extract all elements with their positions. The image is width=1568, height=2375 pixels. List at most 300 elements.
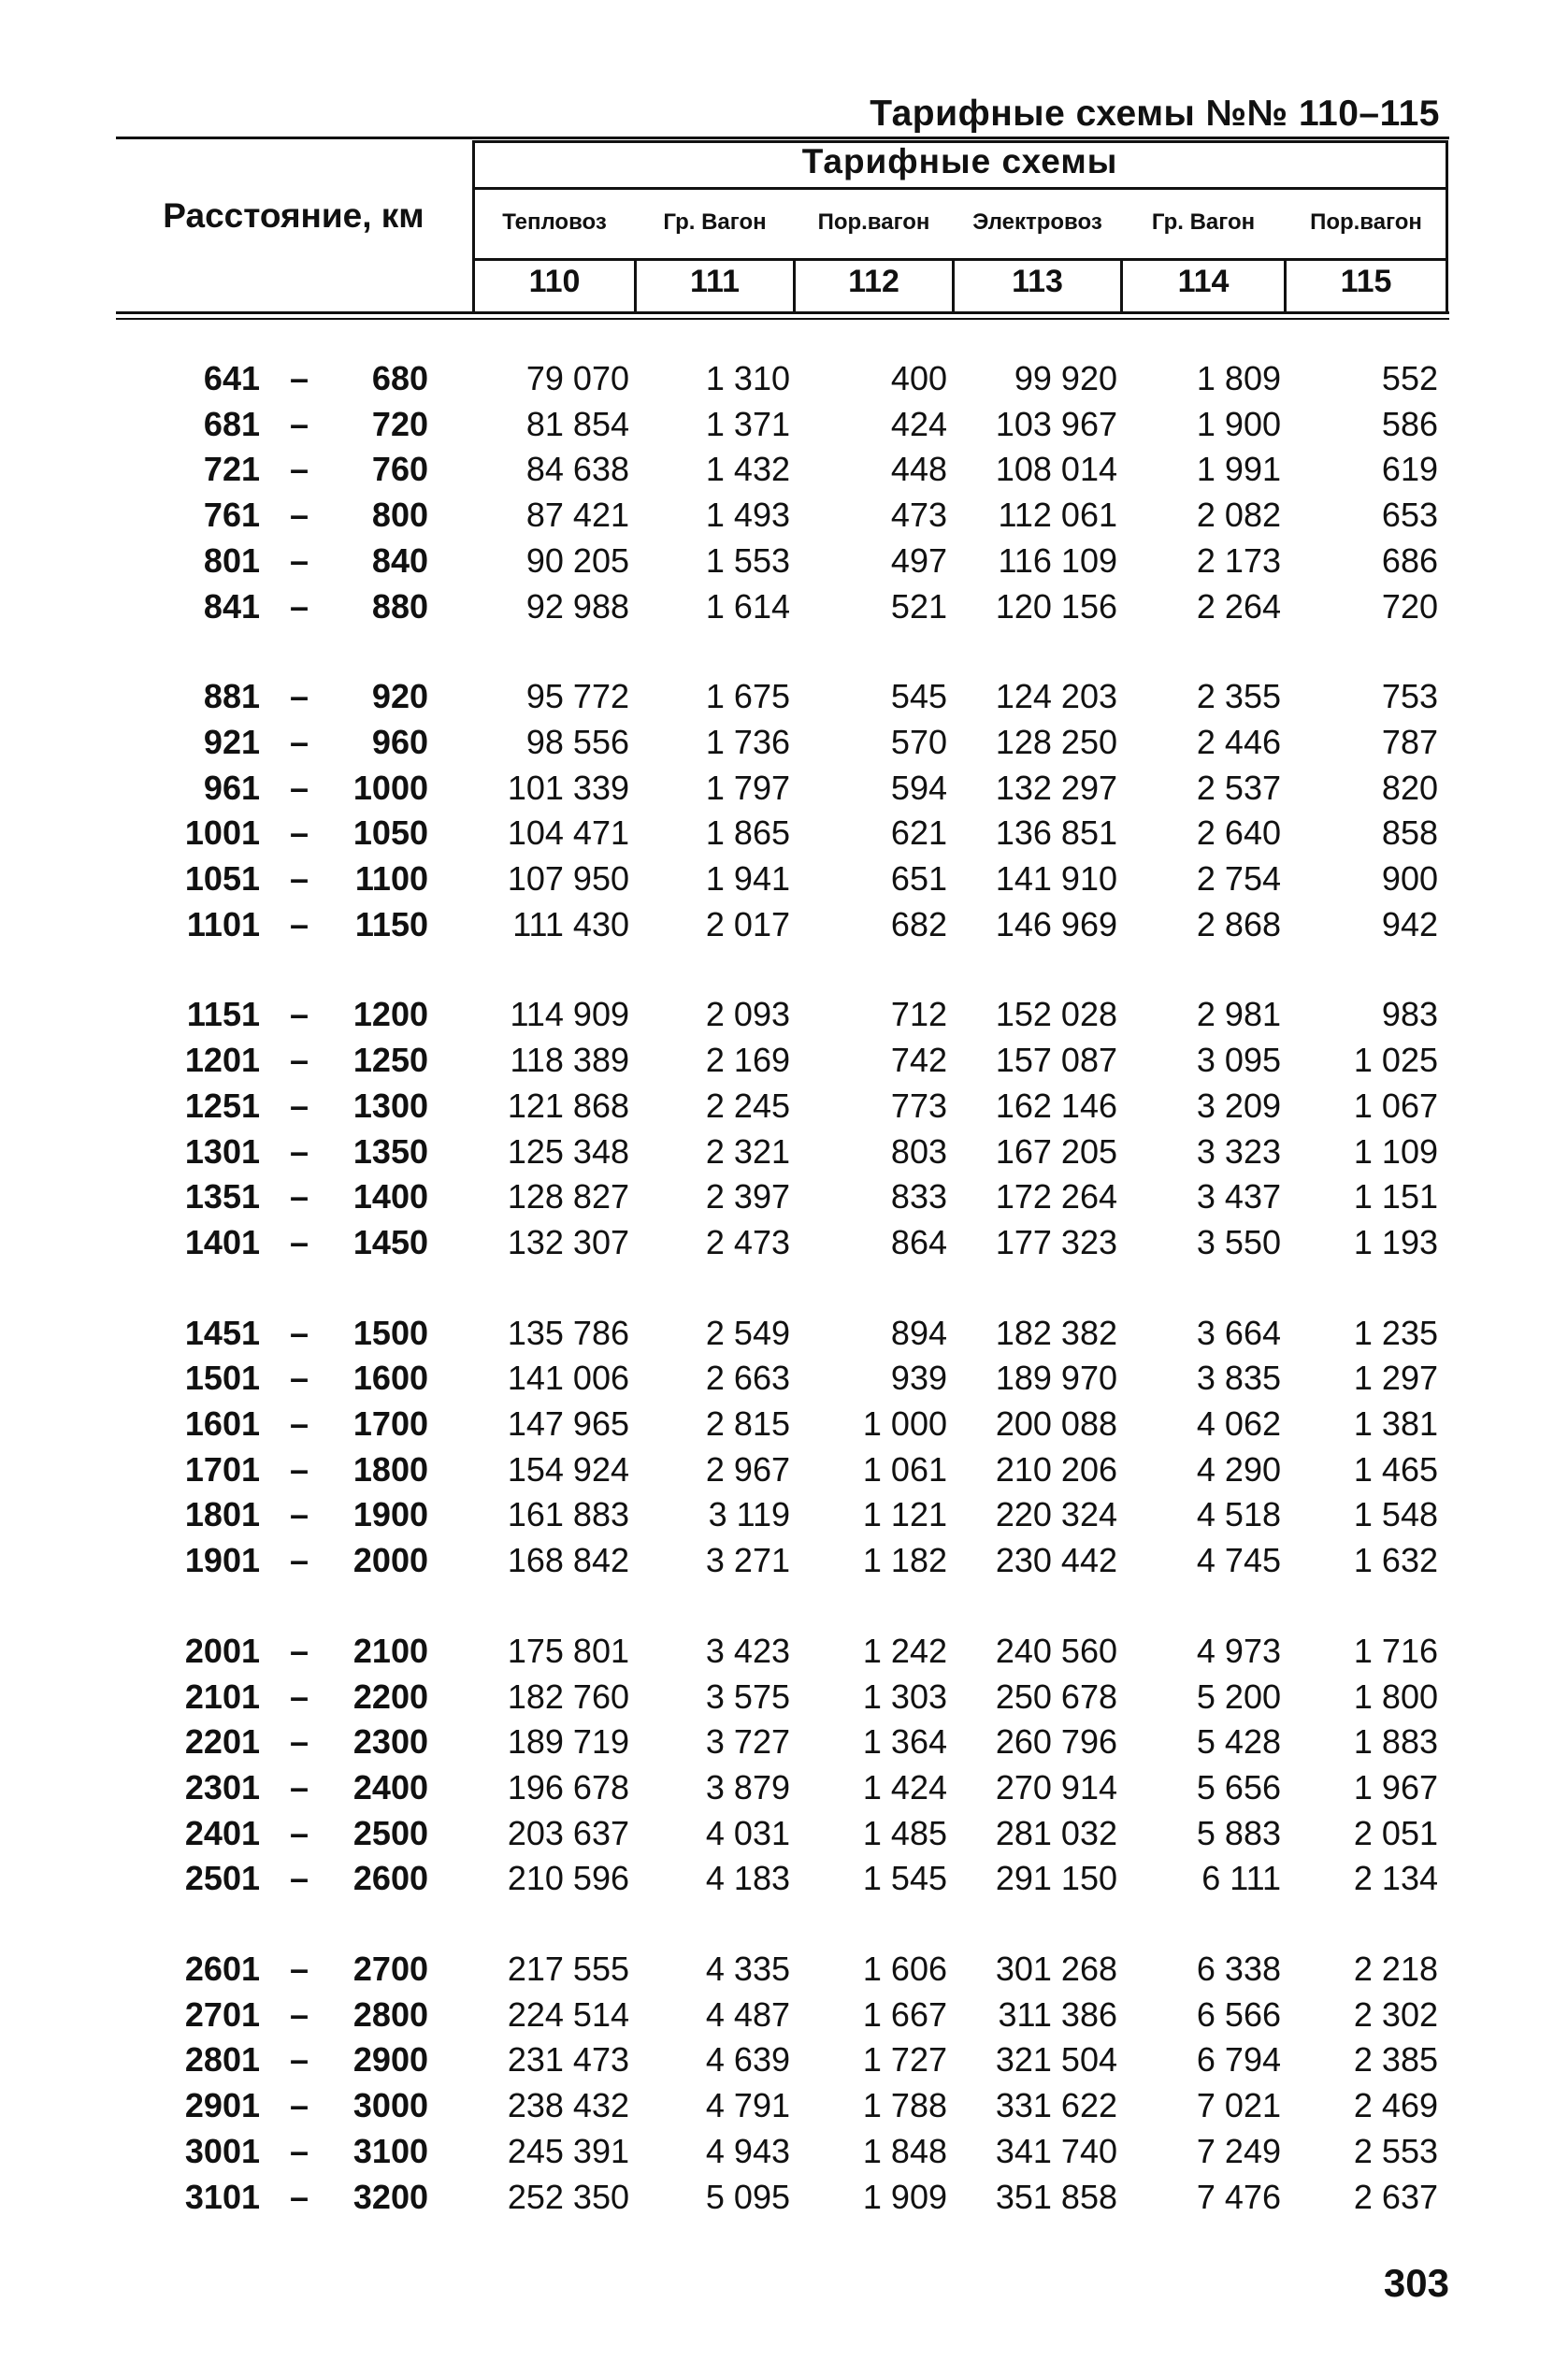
tariff-value-113: 162 146 [995,1086,1117,1125]
table-row [0,2083,1568,2128]
distance-to: 840 [371,540,428,580]
tariff-schemes-group-header: Тарифные схемы [801,142,1118,180]
distance-to: 880 [371,586,428,626]
tariff-value-114: 3 209 [1196,1086,1281,1125]
table-row [0,1447,1568,1492]
tariff-value-112: 651 [890,859,947,898]
distance-to: 2400 [352,1767,428,1806]
tariff-value-112: 545 [890,677,947,716]
tariff-value-111: 2 017 [705,904,790,943]
tariff-value-115: 2 469 [1353,2086,1438,2125]
range-dash: – [289,2086,309,2125]
tariff-value-114: 2 537 [1196,768,1281,807]
tariff-value-113: 124 203 [995,677,1117,716]
tariff-value-115: 2 385 [1353,2040,1438,2080]
table-row [0,1311,1568,1356]
tariff-value-113: 172 264 [995,1177,1117,1216]
range-dash: – [289,1631,309,1670]
tariff-value-110: 189 719 [507,1722,629,1762]
tariff-value-110: 135 786 [507,1313,629,1352]
tariff-value-110: 84 638 [525,450,629,489]
tariff-value-111: 2 093 [705,995,790,1034]
tariff-value-110: 81 854 [525,404,629,443]
tariff-value-114: 1 809 [1196,359,1281,397]
distance-to: 3000 [352,2086,428,2125]
tariff-value-112: 473 [890,496,947,535]
tariff-value-110: 118 389 [510,1041,629,1080]
table-row [0,1402,1568,1447]
tariff-value-112: 521 [890,586,947,626]
tariff-value-110: 231 473 [507,2040,629,2080]
tariff-value-113: 167 205 [995,1131,1117,1171]
tariff-value-110: 182 760 [507,1677,629,1716]
tariff-value-111: 4 639 [705,2040,790,2080]
tariff-value-112: 773 [890,1086,947,1125]
tariff-value-114: 3 323 [1196,1131,1281,1171]
tariff-value-111: 3 423 [705,1631,790,1670]
table-row [0,1538,1568,1583]
table-row [0,1765,1568,1810]
table-row [0,402,1568,447]
tariff-value-110: 141 006 [507,1359,629,1398]
top-rule [116,137,1449,139]
tariff-value-112: 1 364 [862,1722,947,1762]
tariff-value-110: 210 596 [507,1859,629,1898]
tariff-value-114: 5 200 [1196,1677,1281,1716]
tariff-value-112: 1 909 [862,2177,947,2216]
distance-to: 1600 [352,1359,428,1398]
header-group-divider [472,187,1448,190]
distance-to: 1900 [352,1495,428,1534]
distance-to: 920 [371,677,428,716]
tariff-value-115: 552 [1381,359,1438,397]
distance-from: 1251 [184,1086,260,1125]
table-row [0,539,1568,583]
distance-from: 681 [203,404,260,443]
tariff-value-113: 341 740 [995,2131,1117,2170]
tariff-value-111: 5 095 [705,2177,790,2216]
table-row [0,2037,1568,2082]
distance-to: 800 [371,496,428,535]
distance-to: 2900 [352,2040,428,2080]
tariff-value-115: 2 134 [1353,1859,1438,1898]
tariff-value-112: 594 [890,768,947,807]
tariff-value-110: 252 350 [507,2177,629,2216]
table-row [0,584,1568,629]
tariff-value-112: 682 [890,904,947,943]
tariff-value-115: 900 [1381,859,1438,898]
tariff-value-112: 1 727 [862,2040,947,2080]
range-dash: – [289,1541,309,1580]
tariff-value-110: 87 421 [525,496,629,535]
table-row [0,1993,1568,2037]
tariff-value-115: 619 [1381,450,1438,489]
tariff-value-111: 2 169 [705,1041,790,1080]
tariff-value-110: 107 950 [507,859,629,898]
distance-to: 960 [371,722,428,761]
tariff-value-112: 833 [890,1177,947,1216]
distance-from: 1401 [184,1222,260,1261]
range-dash: – [289,359,309,397]
range-dash: – [289,722,309,761]
tariff-value-112: 1 606 [862,1950,947,1988]
tariff-value-115: 2 302 [1353,1994,1438,2034]
tariff-value-112: 1 788 [862,2086,947,2125]
table-row [0,1629,1568,1674]
tariff-value-115: 942 [1381,904,1438,943]
distance-to: 1300 [352,1086,428,1125]
tariff-value-111: 3 727 [705,1722,790,1762]
distance-to: 2300 [352,1722,428,1762]
tariff-value-114: 7 021 [1196,2086,1281,2125]
tariff-value-114: 2 981 [1196,995,1281,1034]
tariff-value-113: 116 109 [998,540,1117,580]
tariff-value-113: 301 268 [995,1950,1117,1988]
tariff-value-110: 90 205 [525,540,629,580]
distance-to: 1700 [352,1404,428,1443]
distance-to: 1500 [352,1313,428,1352]
tariff-value-110: 147 965 [507,1404,629,1443]
tariff-value-114: 7 249 [1196,2131,1281,2170]
range-dash: – [289,1722,309,1762]
tariff-value-110: 92 988 [525,586,629,626]
tariff-value-115: 983 [1381,995,1438,1034]
tariff-value-113: 200 088 [995,1404,1117,1443]
tariff-value-113: 321 504 [995,2040,1117,2080]
distance-from: 2601 [184,1950,260,1988]
tariff-value-113: 146 969 [995,904,1117,943]
header-bottom-rule [116,311,1449,314]
tariff-value-111: 1 675 [705,677,790,716]
distance-from: 1901 [184,1541,260,1580]
table-row [0,1130,1568,1174]
tariff-value-112: 400 [890,359,947,397]
tariff-value-115: 1 548 [1353,1495,1438,1534]
distance-to: 1050 [352,813,428,853]
range-dash: – [289,2131,309,2170]
distance-from: 921 [203,722,260,761]
tariff-value-114: 6 338 [1196,1950,1281,1988]
running-title: Тарифные схемы №№ 110–115 [870,94,1440,134]
distance-from: 1801 [184,1495,260,1534]
tariff-value-114: 2 754 [1196,859,1281,898]
range-dash: – [289,1813,309,1852]
distance-from: 1201 [184,1041,260,1080]
distance-from: 2501 [184,1859,260,1898]
tariff-value-110: 245 391 [507,2131,629,2170]
tariff-value-114: 4 973 [1196,1631,1281,1670]
tariff-value-113: 112 061 [998,496,1117,535]
tariff-value-113: 281 032 [995,1813,1117,1852]
tariff-value-113: 103 967 [995,404,1117,443]
range-dash: – [289,1449,309,1489]
range-dash: – [289,1859,309,1898]
range-dash: – [289,813,309,853]
column-type-111: Гр. Вагон [663,209,767,235]
column-number-115: 115 [1340,264,1392,299]
tariff-value-114: 5 883 [1196,1813,1281,1852]
tariff-value-112: 1 242 [862,1631,947,1670]
distance-from: 2901 [184,2086,260,2125]
tariff-value-114: 6 566 [1196,1994,1281,2034]
table-row [0,493,1568,538]
range-dash: – [289,1950,309,1988]
distance-from: 1701 [184,1449,260,1489]
tariff-value-114: 3 664 [1196,1313,1281,1352]
tariff-value-111: 2 815 [705,1404,790,1443]
table-row [0,1856,1568,1901]
distance-to: 1800 [352,1449,428,1489]
column-type-112: Пор.вагон [817,209,930,235]
distance-from: 1601 [184,1404,260,1443]
tariff-value-112: 1 121 [862,1495,947,1534]
table-row [0,1947,1568,1992]
tariff-value-112: 1 000 [862,1404,947,1443]
column-type-114: Гр. Вагон [1151,209,1256,235]
column-type-113: Электровоз [972,209,1102,235]
distance-from: 2401 [184,1813,260,1852]
tariff-value-112: 1 182 [862,1541,947,1580]
distance-to: 2600 [352,1859,428,1898]
range-dash: – [289,2177,309,2216]
distance-from: 1051 [184,859,260,898]
tariff-value-112: 1 545 [862,1859,947,1898]
tariff-value-114: 4 518 [1196,1495,1281,1534]
distance-from: 1301 [184,1131,260,1171]
range-dash: – [289,1086,309,1125]
distance-from: 3101 [184,2177,260,2216]
table-row [0,1492,1568,1537]
tariff-value-112: 1 424 [862,1767,947,1806]
tariff-value-111: 3 119 [708,1495,790,1534]
tariff-value-111: 2 473 [705,1222,790,1261]
tariff-value-112: 448 [890,450,947,489]
range-dash: – [289,1041,309,1080]
tariff-value-112: 1 848 [862,2131,947,2170]
tariff-value-113: 260 796 [995,1722,1117,1762]
tariff-value-114: 3 437 [1196,1177,1281,1216]
distance-to: 720 [371,404,428,443]
tariff-value-114: 3 550 [1196,1222,1281,1261]
tariff-value-111: 1 432 [705,450,790,489]
tariff-value-114: 3 095 [1196,1041,1281,1080]
tariff-value-114: 4 062 [1196,1404,1281,1443]
tariff-value-114: 2 640 [1196,813,1281,853]
tariff-value-115: 753 [1381,677,1438,716]
distance-column-header: Расстояние, км [163,196,424,235]
tariff-value-114: 1 991 [1196,450,1281,489]
column-number-111: 111 [690,264,740,299]
tariff-value-112: 939 [890,1359,947,1398]
tariff-value-112: 894 [890,1313,947,1352]
tariff-value-110: 111 430 [512,904,629,943]
table-row [0,1675,1568,1720]
tariff-value-112: 712 [890,995,947,1034]
range-dash: – [289,904,309,943]
tariff-value-110: 224 514 [507,1994,629,2034]
tariff-value-113: 270 914 [995,1767,1117,1806]
tariff-value-110: 101 339 [507,768,629,807]
tariff-value-114: 2 446 [1196,722,1281,761]
range-dash: – [289,450,309,489]
tariff-value-111: 2 321 [705,1131,790,1171]
tariff-value-115: 2 553 [1353,2131,1438,2170]
tariff-value-115: 1 465 [1353,1449,1438,1489]
tariff-value-111: 1 493 [705,496,790,535]
distance-to: 2700 [352,1950,428,1988]
tariff-value-110: 121 868 [507,1086,629,1125]
distance-to: 2800 [352,1994,428,2034]
column-number-113: 113 [1012,264,1063,299]
table-row [0,1220,1568,1265]
tariff-value-111: 1 797 [705,768,790,807]
range-dash: – [289,1313,309,1352]
tariff-value-114: 4 290 [1196,1449,1281,1489]
range-dash: – [289,496,309,535]
tariff-value-111: 1 553 [705,540,790,580]
tariff-value-111: 4 031 [705,1813,790,1852]
tariff-value-115: 720 [1381,586,1438,626]
tariff-value-110: 175 801 [507,1631,629,1670]
tariff-value-110: 168 842 [507,1541,629,1580]
distance-to: 1400 [352,1177,428,1216]
tariff-value-115: 820 [1381,768,1438,807]
distance-from: 1501 [184,1359,260,1398]
distance-from: 641 [203,359,260,397]
tariff-value-113: 136 851 [995,813,1117,853]
range-dash: – [289,1359,309,1398]
distance-to: 2000 [352,1541,428,1580]
tariff-value-111: 2 663 [705,1359,790,1398]
tariff-value-111: 3 271 [705,1541,790,1580]
tariff-value-115: 1 235 [1353,1313,1438,1352]
table-row [0,2175,1568,2220]
tariff-value-112: 864 [890,1222,947,1261]
distance-from: 1001 [184,813,260,853]
distance-from: 2701 [184,1994,260,2034]
tariff-value-113: 141 910 [995,859,1117,898]
tariff-value-113: 177 323 [995,1222,1117,1261]
tariff-value-113: 189 970 [995,1359,1117,1398]
table-row [0,856,1568,901]
range-dash: – [289,2040,309,2080]
table-row [0,1356,1568,1401]
distance-from: 2001 [184,1631,260,1670]
tariff-value-115: 2 051 [1353,1813,1438,1852]
distance-from: 3001 [184,2131,260,2170]
tariff-value-110: 125 348 [507,1131,629,1171]
tariff-value-114: 2 264 [1196,586,1281,626]
table-row [0,766,1568,811]
tariff-value-112: 424 [890,404,947,443]
distance-to: 760 [371,450,428,489]
table-row [0,1174,1568,1219]
column-type-115: Пор.вагон [1310,209,1422,235]
range-dash: – [289,768,309,807]
tariff-value-114: 2 173 [1196,540,1281,580]
tariff-value-110: 217 555 [507,1950,629,1988]
tariff-value-115: 2 218 [1353,1950,1438,1988]
tariff-value-112: 1 303 [862,1677,947,1716]
table-row [0,447,1568,492]
tariff-value-113: 311 386 [998,1994,1117,2034]
tariff-value-111: 1 310 [705,359,790,397]
range-dash: – [289,859,309,898]
distance-to: 1450 [352,1222,428,1261]
tariff-value-112: 621 [890,813,947,853]
table-row [0,1720,1568,1764]
tariff-value-111: 4 791 [705,2086,790,2125]
tariff-value-114: 1 900 [1196,404,1281,443]
distance-from: 2801 [184,2040,260,2080]
tariff-value-113: 157 087 [995,1041,1117,1080]
distance-from: 761 [203,496,260,535]
tariff-value-113: 220 324 [995,1495,1117,1534]
distance-from: 1151 [186,995,260,1034]
tariff-value-112: 742 [890,1041,947,1080]
range-dash: – [289,1767,309,1806]
tariff-value-110: 104 471 [507,813,629,853]
tariff-value-113: 182 382 [995,1313,1117,1352]
table-row [0,1084,1568,1129]
range-dash: – [289,1495,309,1534]
tariff-value-110: 161 883 [507,1495,629,1534]
tariff-value-113: 230 442 [995,1541,1117,1580]
column-number-110: 110 [528,264,581,299]
tariff-value-110: 98 556 [525,722,629,761]
tariff-value-115: 1 109 [1353,1131,1438,1171]
table-row [0,674,1568,719]
tariff-value-111: 2 397 [705,1177,790,1216]
tariff-value-110: 79 070 [525,359,629,397]
tariff-value-112: 497 [890,540,947,580]
table-row [0,1038,1568,1083]
table-row [0,720,1568,765]
range-dash: – [289,1222,309,1261]
tariff-value-111: 1 865 [705,813,790,853]
tariff-value-115: 586 [1381,404,1438,443]
tariff-value-110: 203 637 [507,1813,629,1852]
tariff-value-113: 132 297 [995,768,1117,807]
tariff-value-112: 1 485 [862,1813,947,1852]
tariff-value-114: 7 476 [1196,2177,1281,2216]
tariff-value-115: 1 883 [1353,1722,1438,1762]
tariff-value-112: 1 667 [862,1994,947,2034]
distance-to: 1350 [352,1131,428,1171]
tariff-value-115: 1 967 [1353,1767,1438,1806]
tariff-value-115: 1 151 [1353,1177,1438,1216]
column-number-114: 114 [1177,264,1230,299]
tariff-value-114: 2 082 [1196,496,1281,535]
tariff-value-111: 4 943 [705,2131,790,2170]
distance-to: 2200 [352,1677,428,1716]
range-dash: – [289,1177,309,1216]
tariff-value-114: 3 835 [1196,1359,1281,1398]
tariff-value-115: 1 193 [1353,1222,1438,1261]
distance-from: 1101 [186,904,260,943]
range-dash: – [289,1404,309,1443]
distance-to: 680 [371,359,428,397]
distance-from: 2101 [184,1677,260,1716]
tariff-value-110: 132 307 [507,1222,629,1261]
tariff-value-111: 2 549 [705,1313,790,1352]
tariff-value-110: 238 432 [507,2086,629,2125]
tariff-value-115: 1 297 [1353,1359,1438,1398]
tariff-value-112: 570 [890,722,947,761]
table-row [0,2129,1568,2174]
tariff-value-113: 351 858 [995,2177,1117,2216]
range-dash: – [289,1994,309,2034]
